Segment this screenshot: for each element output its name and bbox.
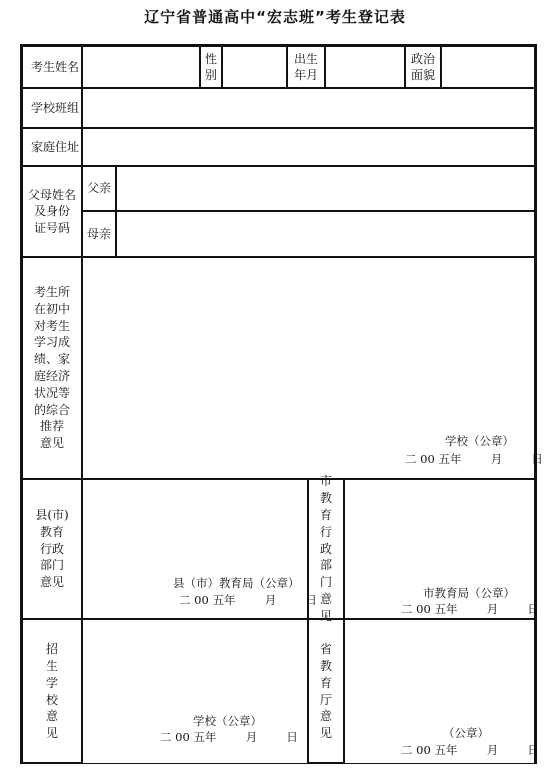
junior-opinion-field[interactable] [82, 257, 543, 479]
school-class-field[interactable] [82, 88, 535, 128]
county-label-line: 部门 [39, 558, 64, 573]
parents-label-2: 及身份 [33, 204, 70, 219]
gender-field[interactable] [222, 46, 287, 88]
parents-label-3: 证号码 [33, 220, 70, 235]
gender-label-1: 性 [204, 51, 217, 66]
admission-label-char: 见 [45, 726, 58, 741]
county-date: 二 00 五年 月 日 [179, 593, 317, 607]
county-label-line: 县(市) [35, 508, 69, 522]
province-opinion-field[interactable] [344, 619, 539, 764]
city-label-char: 市 [319, 474, 332, 489]
father-label: 父亲 [82, 166, 116, 211]
politics-label-2: 面貌 [410, 68, 435, 82]
admission-opinion-field[interactable] [82, 619, 308, 764]
junior-label-line: 考生所 [33, 285, 70, 300]
admission-label-char: 学 [45, 675, 58, 690]
junior-label-line: 对考生 [33, 318, 70, 333]
politics-field[interactable] [441, 46, 535, 88]
province-label-char: 育 [319, 675, 332, 690]
junior-label-line: 庭经济 [33, 369, 70, 383]
junior-label-line: 学习成 [33, 335, 70, 350]
admission-date: 二 00 五年 月 日 [160, 730, 298, 744]
county-opinion-field[interactable] [82, 479, 317, 619]
province-opinion-label [308, 619, 344, 764]
province-label-char: 厅 [319, 692, 332, 707]
birth-label [287, 46, 325, 88]
junior-date: 二 00 五年 月 日 [405, 452, 543, 466]
admission-label-char: 招 [45, 642, 58, 657]
county-label-line: 教育 [39, 524, 64, 539]
mother-label: 母亲 [82, 211, 116, 257]
admission-opinion-label [22, 619, 82, 764]
gender-label [200, 46, 222, 88]
junior-school-seal: 学校（公章） [445, 434, 514, 448]
junior-label-line: 绩、家 [33, 352, 70, 367]
name-label: 考生姓名 [22, 46, 82, 88]
admission-label-char: 校 [45, 692, 58, 707]
city-opinion-label [308, 474, 344, 623]
city-label-char: 见 [319, 608, 332, 623]
birth-field[interactable] [325, 46, 405, 88]
city-label-char: 育 [319, 508, 332, 523]
city-date: 二 00 五年 月 日 [401, 602, 539, 616]
politics-label-1: 政治 [410, 51, 435, 66]
junior-label-line: 意见 [39, 436, 64, 451]
county-label-line: 行政 [39, 541, 64, 556]
province-label-char: 教 [319, 658, 332, 673]
birth-label-1: 出生 [293, 51, 318, 66]
city-label-char: 意 [319, 592, 332, 606]
admission-label-char: 生 [45, 658, 58, 673]
birth-label-2: 年月 [293, 68, 318, 82]
junior-opinion-label [22, 257, 82, 479]
province-label-char: 意 [319, 709, 332, 724]
junior-label-line: 推荐 [39, 419, 64, 434]
school-class-label: 学校班组 [22, 88, 82, 128]
registration-form [20, 44, 543, 764]
address-label: 家庭住址 [22, 128, 82, 166]
mother-field[interactable] [116, 211, 535, 257]
admission-school-seal: 学校（公章） [193, 714, 262, 728]
name-field[interactable] [82, 46, 200, 88]
gender-label-2: 别 [204, 68, 217, 82]
address-field[interactable] [82, 128, 535, 166]
city-label-char: 教 [319, 491, 332, 506]
city-label-char: 门 [319, 575, 332, 590]
city-bureau-seal: 市教育局（公章） [423, 586, 515, 600]
city-label-char: 部 [319, 558, 332, 573]
junior-label-line: 在初中 [33, 301, 70, 316]
father-field[interactable] [116, 166, 535, 211]
admission-label-char: 意 [45, 709, 58, 724]
county-bureau-seal: 县（市）教育局（公章） [173, 576, 300, 590]
parents-label-1: 父母姓名 [27, 188, 76, 203]
junior-label-line: 的综合 [33, 402, 70, 417]
county-label-line: 意见 [39, 575, 64, 590]
province-label-char: 省 [319, 642, 332, 657]
junior-label-line: 状况等 [33, 385, 70, 400]
county-opinion-label [22, 479, 82, 619]
province-seal: （公章） [443, 726, 489, 740]
city-opinion-field[interactable] [344, 479, 539, 619]
city-label-char: 政 [319, 541, 332, 556]
province-label-char: 见 [319, 726, 332, 741]
politics-label [405, 46, 441, 88]
parents-label [22, 166, 82, 257]
province-date: 二 00 五年 月 日 [401, 743, 539, 757]
form-title: 辽宁省普通高中“宏志班”考生登记表 [144, 8, 406, 26]
city-label-char: 行 [319, 524, 332, 539]
